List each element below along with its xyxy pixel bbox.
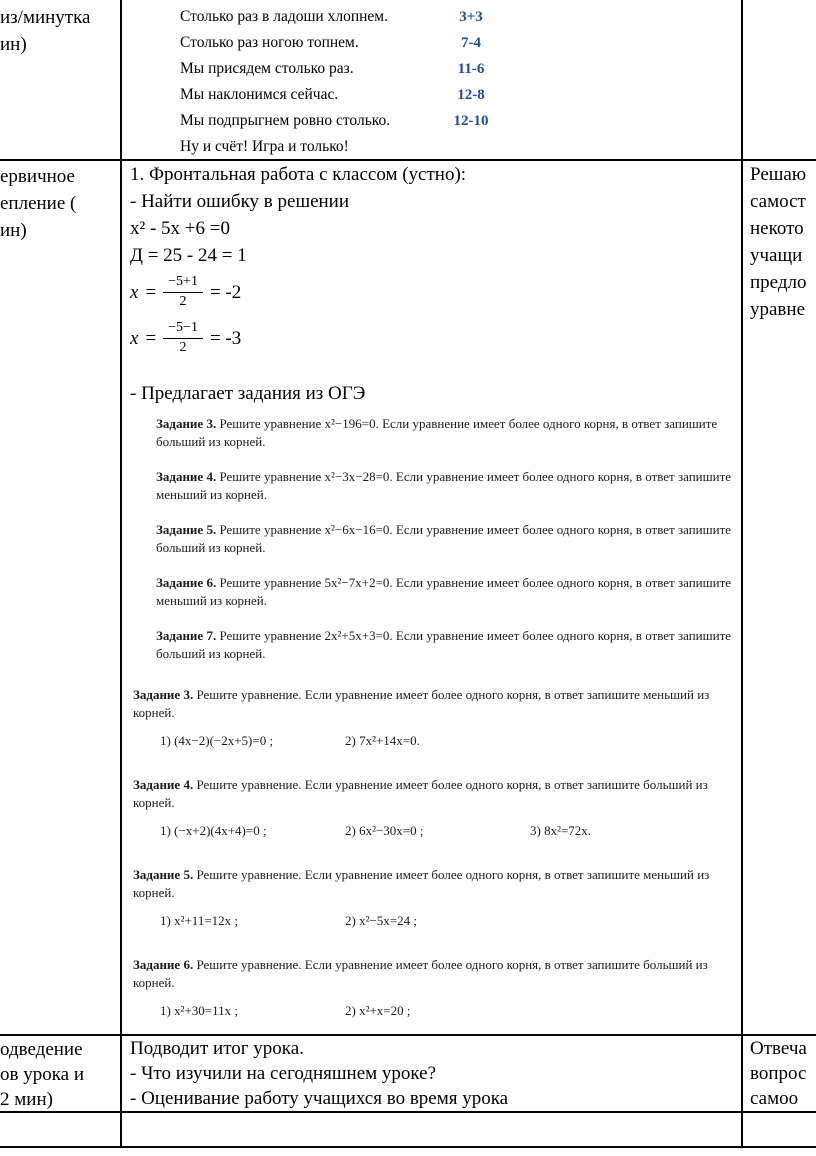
- task-text: Решите уравнение x²−196=0. Если уравнение имеет более одного корня, в ответ запишите больший из корней.: [156, 416, 718, 449]
- student-text-fragment: уравне: [750, 299, 806, 320]
- student-text-fragment: некото: [750, 218, 804, 239]
- task-label: Задание 3.: [133, 687, 194, 702]
- task-label: Задание 7.: [156, 628, 217, 643]
- task-label: Задание 6.: [156, 575, 217, 590]
- task-text: Решите уравнение x²−3x−28=0. Если уравнение имеет более одного корня, в ответ запишите меньший из корней.: [156, 469, 732, 502]
- discriminant-line: Д = 25 - 24 = 1: [130, 245, 247, 266]
- stage-cell-fizminutka: [0, 4, 118, 58]
- equation-line: x² - 5x +6 =0: [130, 218, 230, 239]
- task-text: Решите уравнение x²−6x−16=0. Если уравнение имеет более одного корня, в ответ запишите больший из корней.: [156, 522, 732, 555]
- equals-sign: =: [145, 281, 157, 303]
- fraction: [163, 320, 203, 355]
- student-text-fragment: Решаю: [750, 164, 807, 185]
- fraction-numerator: −5−1: [163, 320, 203, 338]
- poem-line: [180, 30, 481, 56]
- table-border-row3-bottom: [0, 1111, 816, 1113]
- student-text-fragment: вопрос: [750, 1063, 807, 1084]
- task-text: Решите уравнение 5x²−7x+2=0. Если уравнение имеет более одного корня, в ответ запишите меньший из корней.: [156, 575, 732, 608]
- task-label: Задание 4.: [156, 469, 217, 484]
- poem-text: Столько раз в ладоши хлопнем.: [180, 8, 388, 25]
- task-intro: [133, 866, 739, 901]
- stage-text-fragment: одведение: [0, 1039, 83, 1060]
- poem-text: Ну и счёт! Игра и только!: [180, 138, 349, 155]
- task-intro: [133, 776, 739, 811]
- equals-sign: =: [145, 327, 157, 349]
- poem-line: [180, 4, 483, 30]
- poem-text: Мы наклонимся сейчас.: [180, 86, 339, 103]
- task-item: [156, 521, 742, 556]
- task-text: Решите уравнение. Если уравнение имеет более одного корня, в ответ запишите меньший из корней.: [133, 687, 710, 720]
- root-solution-2: [130, 315, 738, 361]
- task-part: 1) x²+11=12x ;: [160, 913, 239, 928]
- stage-text-fragment: ервичное: [0, 166, 75, 187]
- task-item: [133, 686, 739, 750]
- task-part: 3) 8x²=72x.: [530, 823, 592, 838]
- table-border-bottom: [0, 1146, 816, 1148]
- task-text: Решите уравнение. Если уравнение имеет более одного корня, в ответ запишите больший из корней.: [133, 957, 708, 990]
- poem-line: [180, 134, 390, 160]
- stage-text-fragment: из/минутка: [0, 7, 91, 28]
- task-intro: [133, 686, 739, 721]
- task-part: 2) 7x²+14x=0.: [345, 733, 420, 748]
- student-text-fragment: учащи: [750, 245, 803, 266]
- variable-x: x: [130, 281, 139, 303]
- root-result: = -3: [209, 327, 242, 349]
- fraction-denominator: 2: [179, 339, 187, 355]
- task-parts: [133, 732, 739, 750]
- task-part: 2) x²−5x=24 ;: [345, 913, 418, 928]
- oge-task-block-2: [133, 686, 739, 1046]
- task-label: Задание 3.: [156, 416, 217, 431]
- poem-number: 12-10: [453, 113, 489, 129]
- poem-text: Столько раз ногою топнем.: [180, 34, 359, 51]
- stage-text-fragment: епление (: [0, 193, 77, 214]
- fraction: [163, 274, 203, 309]
- stage-text-fragment: ов урока и: [0, 1064, 85, 1085]
- task-part: 1) x²+30=11x ;: [160, 1003, 239, 1018]
- task-part: 1) (4x−2)(−2x+5)=0 ;: [160, 733, 274, 748]
- poem-line: [180, 82, 485, 108]
- task-item: [156, 574, 742, 609]
- poem-number: 11-6: [457, 61, 485, 77]
- student-text-fragment: предло: [750, 272, 807, 293]
- find-error-line: - Найти ошибку в решении: [130, 191, 350, 212]
- task-label: Задание 5.: [156, 522, 217, 537]
- task-part: 2) 6x²−30x=0 ;: [345, 823, 424, 838]
- student-response-cell: [750, 1036, 816, 1111]
- root-solution-1: [130, 269, 738, 315]
- summary-cell: [130, 1036, 738, 1111]
- table-border-vertical-left: [120, 0, 122, 1147]
- task-intro: [133, 956, 739, 991]
- student-text-fragment: самоо: [750, 1088, 799, 1109]
- task-label: Задание 6.: [133, 957, 194, 972]
- task-item: [133, 776, 739, 840]
- task-part: 1) (−x+2)(4x+4)=0 ;: [160, 823, 267, 838]
- fraction-numerator: −5+1: [163, 274, 203, 292]
- task-item: [156, 627, 742, 662]
- task-item: [133, 866, 739, 930]
- stage-text-fragment: 2 мин): [0, 1089, 53, 1110]
- stage-cell-podvedenie-itogov: [0, 1037, 118, 1112]
- fraction-denominator: 2: [179, 293, 187, 309]
- stage-cell-pervichnoe-zakreplenie: [0, 163, 118, 244]
- oge-task-block-1: [156, 415, 742, 680]
- oge-tasks-line: - Предлагает задания из ОГЭ: [130, 383, 366, 404]
- task-parts: [133, 912, 739, 930]
- summary-line: - Оценивание работу учащихся во время урока: [130, 1088, 509, 1109]
- student-text-fragment: самост: [750, 191, 806, 212]
- task-part: 2) x²+x=20 ;: [345, 1003, 411, 1018]
- student-activity-cell: [750, 161, 816, 323]
- exercise-poem: [180, 4, 489, 160]
- summary-line: - Что изучили на сегодняшнем уроке?: [130, 1063, 437, 1084]
- task-text: Решите уравнение. Если уравнение имеет более одного корня, в ответ запишите больший из корней.: [133, 777, 708, 810]
- task-parts: [133, 822, 739, 840]
- poem-line: [180, 108, 489, 134]
- poem-text: Мы присядем столько раз.: [180, 60, 354, 77]
- teacher-activity-cell: [130, 161, 738, 407]
- task-parts: [133, 1002, 739, 1020]
- poem-line: [180, 56, 485, 82]
- poem-text: Мы подпрыгнем ровно столько.: [180, 112, 391, 129]
- task-item: [133, 956, 739, 1020]
- task-text: Решите уравнение 2x²+5x+3=0. Если уравнение имеет более одного корня, в ответ запишите больший из корней.: [156, 628, 732, 661]
- task-label: Задание 4.: [133, 777, 194, 792]
- summary-line: Подводит итог урока.: [130, 1038, 304, 1059]
- stage-text-fragment: ин): [0, 34, 27, 55]
- task-text: Решите уравнение. Если уравнение имеет более одного корня, в ответ запишите меньший из корней.: [133, 867, 710, 900]
- poem-number: 3+3: [459, 9, 483, 25]
- task-item: [156, 468, 742, 503]
- student-text-fragment: Отвеча: [750, 1038, 807, 1059]
- frontal-work-heading: 1. Фронтальная работа с классом (устно):: [130, 164, 467, 185]
- root-result: = -2: [209, 281, 242, 303]
- task-item: [156, 415, 742, 450]
- variable-x: x: [130, 327, 139, 349]
- stage-text-fragment: ин): [0, 220, 27, 241]
- poem-number: 7-4: [461, 35, 481, 51]
- task-label: Задание 5.: [133, 867, 194, 882]
- poem-number: 12-8: [457, 87, 485, 103]
